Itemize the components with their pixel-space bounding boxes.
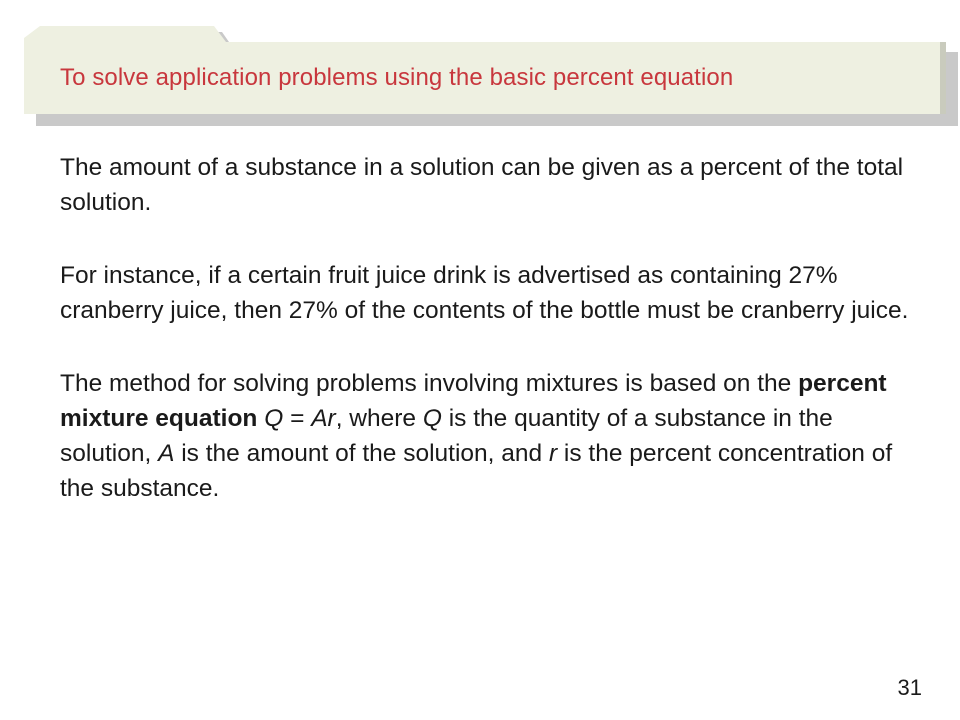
variable-q: Q: [264, 405, 284, 432]
slide-body: [60, 150, 910, 506]
text-run: , where: [335, 405, 423, 432]
header-banner: [0, 0, 960, 130]
paragraph-intro: The amount of a substance in a solution can be given as a percent of the total solution.: [60, 154, 904, 216]
variable-q: Q: [422, 405, 442, 432]
paragraph-example: For instance, if a certain fruit juice drink is advertised as containing 27% cranberry juice, then 27% of the contents of the bottle must be cranberry juice.: [60, 262, 909, 324]
page-title: To solve application problems using the basic percent equation: [60, 64, 734, 91]
paragraph-method: [60, 366, 910, 506]
variable-a: A: [158, 440, 175, 467]
variable-ar: Ar: [311, 405, 336, 432]
text-run: The method for solving problems involving mixtures is based on the: [60, 370, 799, 397]
text-run: is the quantity of a substance in the solution,: [60, 405, 833, 467]
text-run: =: [283, 405, 312, 432]
term-percent-mixture-equation: percent mixture equation: [60, 370, 887, 432]
variable-r: r: [548, 440, 558, 467]
text-run: is the amount of the solution, and: [174, 440, 549, 467]
page-number: 31: [897, 675, 922, 700]
text-run: is the percent concentration of the substance.: [60, 440, 893, 502]
